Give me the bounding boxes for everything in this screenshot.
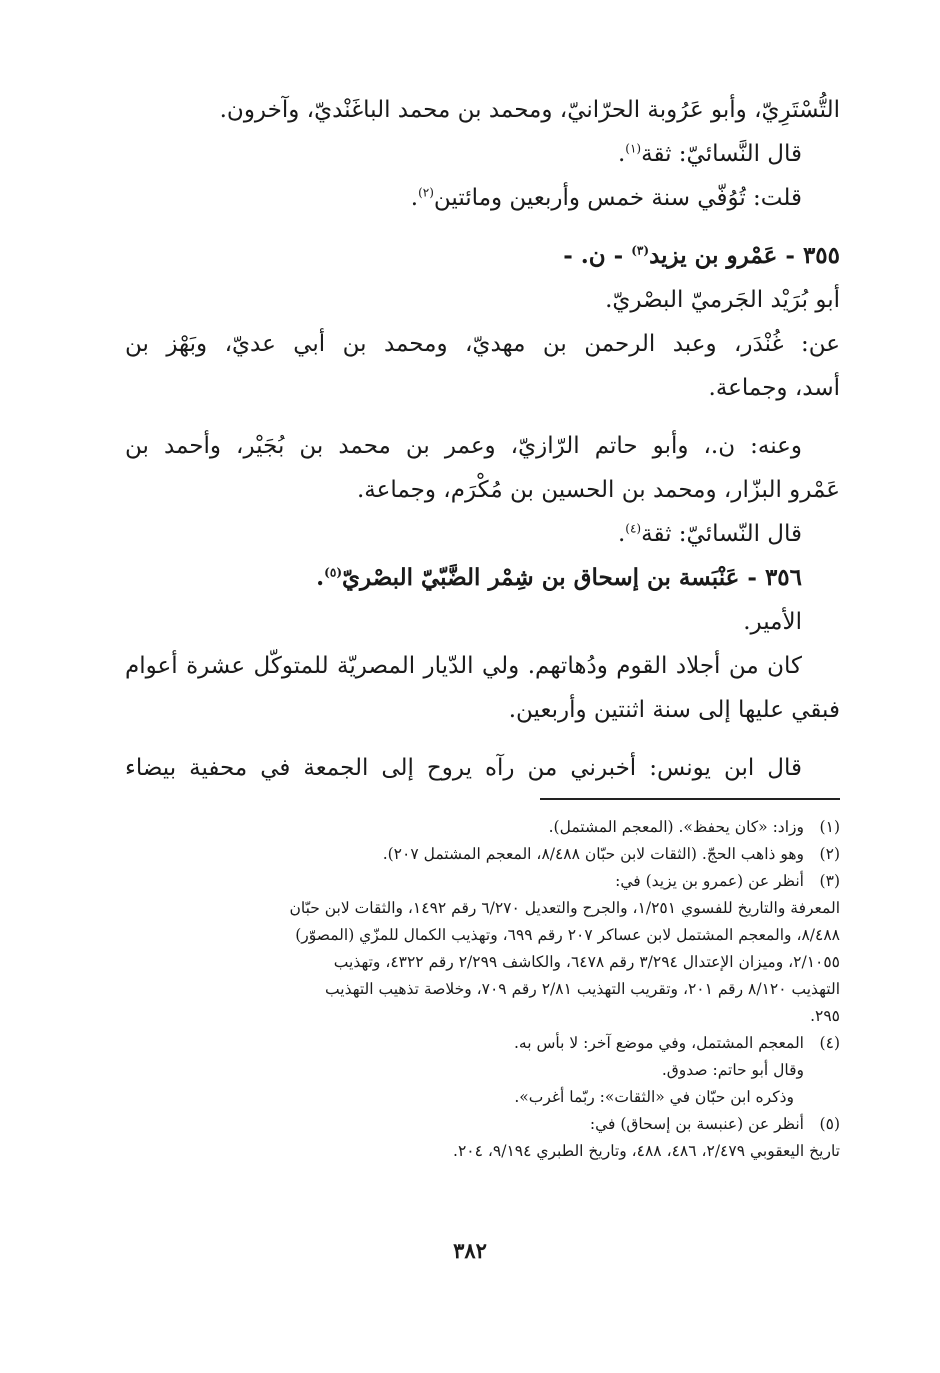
footnote-line: وذكره ابن حبّان في «الثقات»: ربّما أغرب». <box>514 1088 794 1106</box>
footnote-5 <box>125 1111 840 1138</box>
footnote-line: أنظر عن (عمرو بن يزيد) في: <box>615 872 804 890</box>
footnote-line: وهو ذاهب الحجّ. (الثقات لابن حبّان ٨/٤٨٨، المعجم المشتمل ٢٠٧). <box>382 845 804 863</box>
text-line: قال النَّسائيّ: ثقة$^{(١)}$. <box>617 141 802 167</box>
footnotes <box>125 814 840 1165</box>
footnote-line: المعرفة والتاريخ للفسوي ١/٢٥١، والجرح والتعديل ٦/٢٧٠ رقم ١٤٩٢، والثقات لابن حبّان <box>289 899 840 917</box>
footnote-line: ٢/١٠٥٥، وميزان الإعتدال ٣/٢٩٤ رقم ٦٤٧٨، والكاشف ٢/٢٩٩ رقم ٤٣٢٢، وتهذيب <box>333 953 840 971</box>
footnote-4 <box>125 1030 840 1111</box>
text-line: كان من أجلاد القوم ودُهاتهم. ولي الدّيار المصريّة للمتوكّل عشرة أعوام <box>125 653 802 679</box>
footnote-number: (٣) <box>819 872 840 890</box>
footnote-1 <box>125 814 840 841</box>
footnote-line: تاريخ اليعقوبي ٢/٤٧٩، ٤٨٦، ٤٨٨، وتاريخ الطبري ٩/١٩٤، ٢٠٤. <box>453 1142 840 1160</box>
footnote-number: (٢) <box>819 845 840 863</box>
text-line: وعنه: ن.، وأبو حاتم الرّازيّ، وعمر بن محمد بن بُجَيْر، وأحمد بن <box>125 433 802 459</box>
footnote-line: ٢٩٥. <box>810 1007 840 1025</box>
text-line: فبقي عليها إلى سنة اثنتين وأربعين. <box>508 697 840 723</box>
footnote-ref: (١) <box>625 141 642 156</box>
text-line: قال النّسائيّ: ثقة$^{(٤)}$. <box>617 521 802 547</box>
footnote-line: ٨/٤٨٨، والمعجم المشتمل لابن عساكر ٢٠٧ رقم ٦٩٩، وتهذيب الكمال للمزّي (المصوّر) <box>295 926 840 944</box>
entry-heading-355: ٣٥٥ - عَمْرو بن يزيد$^{(٣)}$ - ن. - <box>563 242 840 269</box>
text-line: قال ابن يونس: أخبرني من رآه يروح إلى الجمعة في محفية بيضاء <box>125 755 802 781</box>
footnote-ref: (٢) <box>418 185 434 200</box>
page-number: ٣٨٢ <box>453 1238 487 1263</box>
footnote-ref: (٣) <box>631 243 650 258</box>
footnote-line: وزاد: «كان يحفظ». (المعجم المشتمل). <box>548 818 804 836</box>
footnote-3 <box>125 868 840 895</box>
footnote-number: (٥) <box>819 1115 840 1133</box>
footnote-ref: (٥) <box>324 565 342 580</box>
text-line: أبو بُرَيْد الجَرميّ البصْريّ. <box>605 287 840 313</box>
text-line: عن: غُنْدَر، وعبد الرحمن بن مهديّ، ومحمد بن أبي عديّ، وبَهْز بن <box>125 331 840 357</box>
footnote-line: وقال أبو حاتم: صدوق. <box>661 1061 804 1079</box>
footnote-line: التهذيب ٨/١٢٠ رقم ٢٠١، وتقريب التهذيب ٢/٨١ رقم ٧٠٩، وخلاصة تذهيب التهذيب <box>325 980 840 998</box>
main-text <box>125 88 840 790</box>
text-line: الأمير. <box>743 609 802 635</box>
footnote-number: (١) <box>819 818 840 836</box>
text-line: قلت: تُوُفّي سنة خمس وأربعين ومائتين$^{(٢)}$. <box>410 185 802 211</box>
footnote-number: (٤) <box>819 1034 840 1052</box>
footnote-ref: (٤) <box>625 521 642 536</box>
footnote-divider <box>540 798 840 800</box>
text-line: عَمْرو البزّار، ومحمد بن الحسين بن مُكْرَم، وجماعة. <box>357 477 840 503</box>
footnote-2 <box>125 841 840 868</box>
text-line: أسد، وجماعة. <box>708 375 840 401</box>
entry-heading-356: ٣٥٦ - عَنْبَسة بن إسحاق بن شِمْر الضَّبّيّ البصْريّ$^{(٥)}$. <box>316 564 802 591</box>
text-line: التُّسْتَرِيّ، وأبو عَرُوبة الحرّانيّ، ومحمد بن محمد الباغَنْديّ، وآخرون. <box>219 97 840 123</box>
footnote-line: المعجم المشتمل، وفي موضع آخر: لا بأس به. <box>513 1034 804 1052</box>
footnote-line: أنظر عن (عنبسة بن إسحاق) في: <box>589 1115 804 1133</box>
